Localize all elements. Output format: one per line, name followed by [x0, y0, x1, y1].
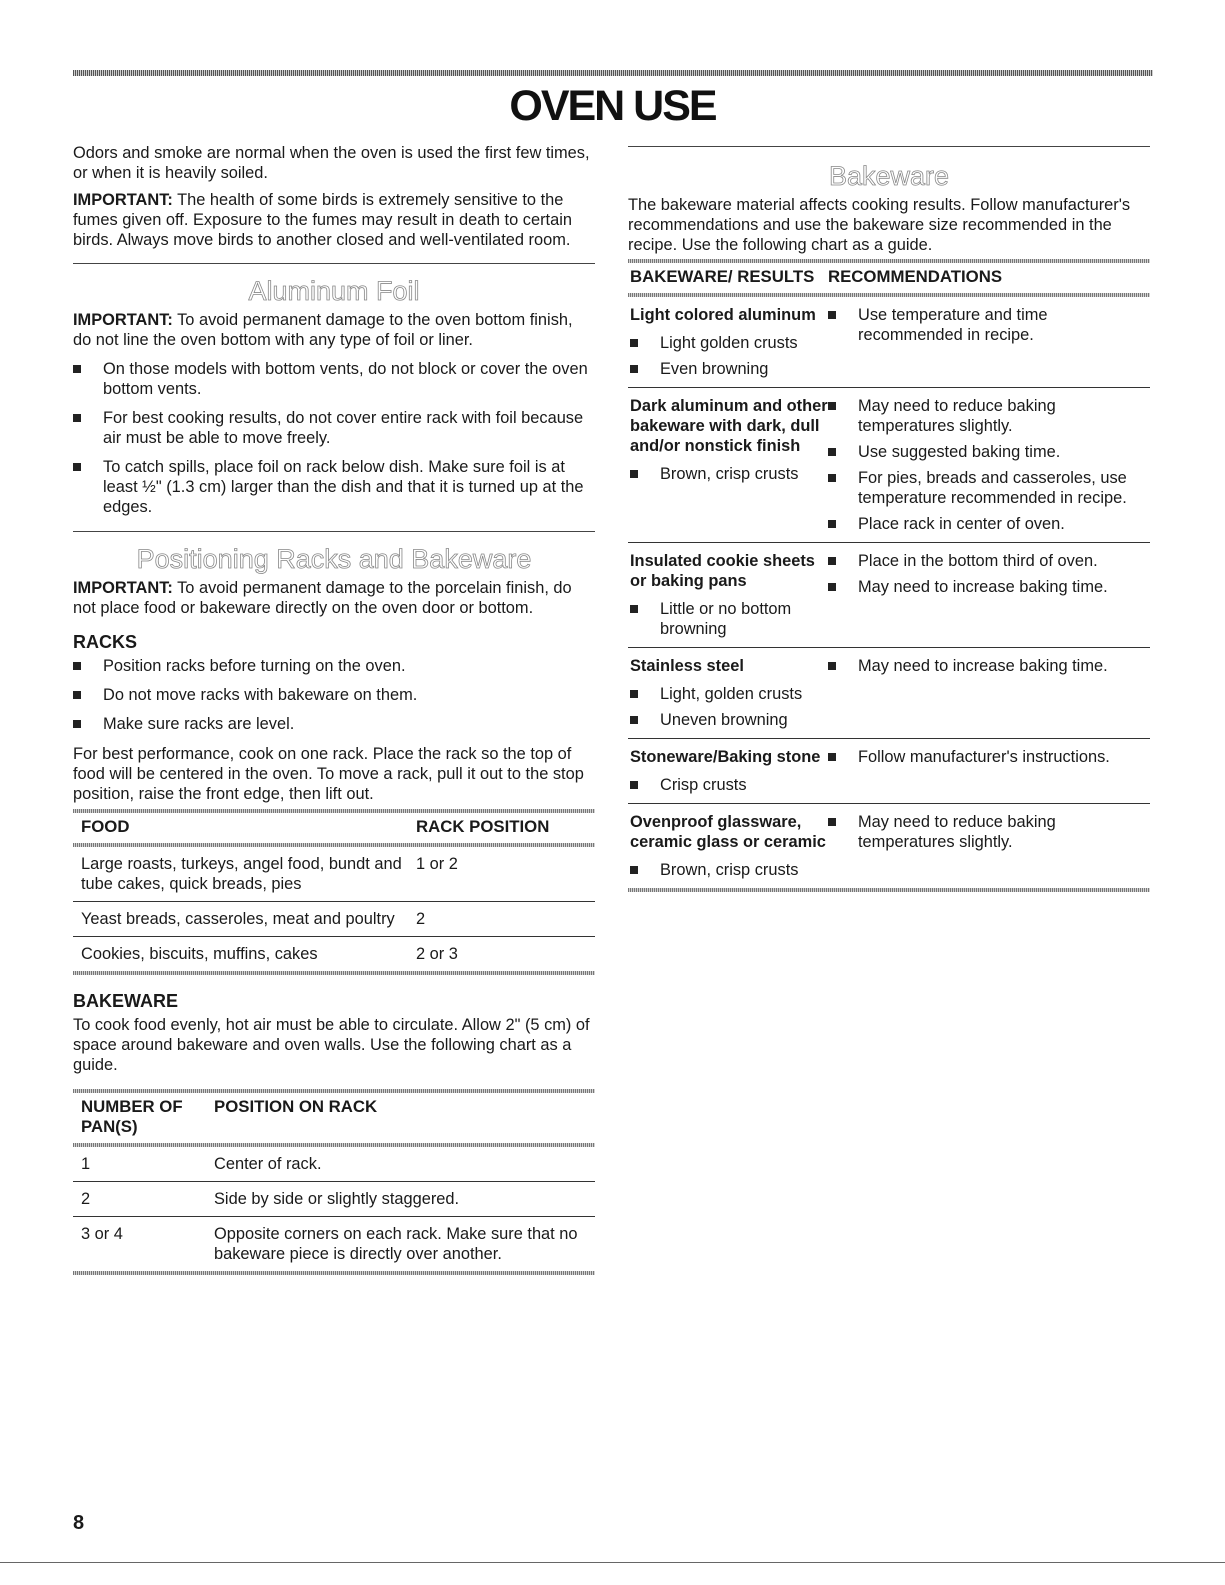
table-row: [73, 1182, 595, 1217]
table-row: [628, 297, 1150, 388]
food-cell: Cookies, biscuits, muffins, cakes: [81, 945, 318, 963]
important-label: IMPORTANT:: [73, 191, 173, 209]
recommendations-cell: [828, 747, 1150, 795]
table-row: [628, 648, 1150, 739]
table-row: [628, 739, 1150, 804]
list-item: May need to increase baking time.: [828, 577, 1150, 597]
recommendations-cell: [828, 396, 1150, 534]
intro-paragraph: Odors and smoke are normal when the oven is used the first few times, or when it is heavily soiled.: [73, 144, 590, 182]
bakeware-name: Light colored aluminum: [630, 306, 816, 324]
list-item: Use temperature and time recommended in recipe.: [828, 305, 1150, 345]
bakeware-name: Dark aluminum and other bakeware with dark, dull and/or nonstick finish: [630, 397, 828, 455]
pan-position-cell: Side by side or slightly staggered.: [214, 1190, 460, 1208]
table-header: [628, 263, 1150, 293]
racks-heading: RACKS: [73, 632, 138, 652]
col-header-rack-position: RACK POSITION: [416, 817, 550, 836]
col-header-recommendations: RECOMMENDATIONS: [828, 267, 1003, 286]
racks-paragraph: For best performance, cook on one rack. Place the rack so the top of food will be centered in the oven. To move a rack, pull it out to the stop position, raise the front edge, then lift out.: [73, 745, 584, 803]
bakeware-name: Ovenproof glassware, ceramic glass or ceramic: [630, 813, 826, 851]
bakeware-paragraph: To cook food evenly, hot air must be able to circulate. Allow 2" (5 cm) of space around bakeware and oven walls. Use the following chart as a guide.: [73, 1016, 590, 1074]
list-item: May need to increase baking time.: [828, 656, 1150, 676]
table-row: [628, 543, 1150, 648]
list-item: May need to reduce baking temperatures slightly.: [828, 812, 1150, 852]
list-item: Even browning: [630, 359, 828, 379]
list-item: Do not move racks with bakeware on them.: [73, 685, 595, 705]
bakeware-cell: [628, 305, 828, 379]
table-row: [628, 388, 1150, 543]
right-column: [628, 146, 1150, 892]
table-bottom-rule: [73, 1271, 595, 1275]
important-label: IMPORTANT:: [73, 311, 173, 329]
recommendations-list: [828, 812, 1150, 852]
aluminum-foil-heading: Aluminum Foil: [248, 276, 420, 306]
foil-bullets: [73, 359, 595, 517]
bakeware-cell: [628, 812, 828, 880]
results-list: [630, 333, 828, 379]
rack-cell: 2 or 3: [416, 945, 458, 963]
list-item: Position racks before turning on the oven.: [73, 656, 595, 676]
recommendations-cell: [828, 812, 1150, 880]
table-row: [73, 937, 595, 971]
list-item: May need to reduce baking temperatures slightly.: [828, 396, 1150, 436]
rack-cell: 2: [416, 910, 426, 928]
food-rack-table: [73, 809, 595, 975]
bakeware-intro: The bakeware material affects cooking results. Follow manufacturer's recommendations and use the bakeware size recommended in the recipe. Use the following chart as a guide.: [628, 196, 1131, 254]
foil-important: [73, 310, 595, 350]
top-rule: [73, 70, 1153, 76]
section-divider: [73, 531, 595, 532]
pan-position-cell: Center of rack.: [214, 1155, 322, 1173]
table-row: [73, 847, 595, 902]
list-item: Brown, crisp crusts: [630, 860, 828, 880]
pan-position-cell: Opposite corners on each rack. Make sure that no bakeware piece is directly over another.: [214, 1225, 578, 1263]
recommendations-list: [828, 305, 1150, 345]
important-label: IMPORTANT:: [73, 579, 173, 597]
bakeware-heading: Bakeware: [828, 161, 950, 191]
col-header-bakeware-results: BAKEWARE/ RESULTS: [630, 267, 815, 286]
left-column: [73, 143, 595, 1275]
list-item: To catch spills, place foil on rack below dish. Make sure foil is at least ½" (1.3 cm) larger than the dish and that it is turned up at the edges.: [73, 457, 595, 517]
bakeware-subheading: BAKEWARE: [73, 991, 179, 1011]
list-item: Follow manufacturer's instructions.: [828, 747, 1150, 767]
table-row: [628, 804, 1150, 888]
bakeware-table: [628, 259, 1150, 892]
table-header: [73, 813, 595, 843]
positioning-heading: Positioning Racks and Bakeware: [136, 544, 532, 574]
bakeware-cell: [628, 551, 828, 639]
table-row: [73, 1147, 595, 1182]
recommendations-cell: [828, 305, 1150, 379]
pan-count-cell: 3 or 4: [81, 1225, 123, 1243]
col-header-position-on-rack: POSITION ON RACK: [214, 1097, 378, 1116]
recommendations-list: [828, 551, 1150, 597]
results-list: [630, 775, 828, 795]
list-item: Crisp crusts: [630, 775, 828, 795]
list-item: Light, golden crusts: [630, 684, 828, 704]
page-title: OVEN USE: [509, 82, 716, 130]
bakeware-name: Stainless steel: [630, 657, 744, 675]
racks-bullets: [73, 656, 595, 734]
list-item: For best cooking results, do not cover entire rack with foil because air must be able to move freely.: [73, 408, 595, 448]
list-item: For pies, breads and casseroles, use temperature recommended in recipe.: [828, 468, 1150, 508]
list-item: Make sure racks are level.: [73, 714, 595, 734]
recommendations-list: [828, 396, 1150, 534]
recommendations-list: [828, 747, 1150, 767]
bakeware-rows: [628, 297, 1150, 888]
bakeware-cell: [628, 656, 828, 730]
list-item: Light golden crusts: [630, 333, 828, 353]
important-text: To avoid permanent damage to the porcelain finish, do not place food or bakeware directly on the oven door or bottom.: [73, 579, 572, 617]
table-bottom-rule: [628, 888, 1150, 892]
list-item: Use suggested baking time.: [828, 442, 1150, 462]
important-text: The health of some birds is extremely sensitive to the fumes given off. Exposure to the fumes may result in death to certain birds. Always move birds to another closed and well-ventilated room.: [73, 191, 572, 249]
table-row: [73, 902, 595, 937]
section-divider: [628, 146, 1150, 147]
results-list: [630, 599, 828, 639]
recommendations-cell: [828, 656, 1150, 730]
rack-cell: 1 or 2: [416, 855, 458, 873]
list-item: Little or no bottom browning: [630, 599, 828, 639]
pan-count-cell: 1: [81, 1155, 91, 1173]
col-header-food: FOOD: [81, 817, 130, 836]
recommendations-list: [828, 656, 1150, 676]
results-list: [630, 464, 828, 484]
col-header-number-of-pans: NUMBER OF PAN(S): [81, 1097, 183, 1136]
bottom-rule: [0, 1562, 1225, 1563]
bakeware-cell: [628, 396, 828, 534]
list-item: On those models with bottom vents, do not block or cover the oven bottom vents.: [73, 359, 595, 399]
positioning-important: [73, 578, 595, 618]
list-item: Place rack in center of oven.: [828, 514, 1150, 534]
section-divider: [73, 263, 595, 264]
food-cell: Large roasts, turkeys, angel food, bundt and tube cakes, quick breads, pies: [81, 855, 402, 893]
recommendations-cell: [828, 551, 1150, 639]
bakeware-cell: [628, 747, 828, 795]
bakeware-name: Stoneware/Baking stone: [630, 748, 821, 766]
list-item: Brown, crisp crusts: [630, 464, 828, 484]
important-text: To avoid permanent damage to the oven bottom finish, do not line the oven bottom with any type of foil or liner.: [73, 311, 573, 349]
pan-position-table: [73, 1089, 595, 1275]
table-row: [73, 1217, 595, 1271]
intro-important: [73, 190, 595, 250]
results-list: [630, 684, 828, 730]
pan-count-cell: 2: [81, 1190, 91, 1208]
page-number: 8: [73, 1512, 85, 1534]
table-bottom-rule: [73, 971, 595, 975]
list-item: Uneven browning: [630, 710, 828, 730]
results-list: [630, 860, 828, 880]
table-header: [73, 1093, 595, 1143]
list-item: Place in the bottom third of oven.: [828, 551, 1150, 571]
food-cell: Yeast breads, casseroles, meat and poultry: [81, 910, 395, 928]
bakeware-name: Insulated cookie sheets or baking pans: [630, 552, 815, 590]
